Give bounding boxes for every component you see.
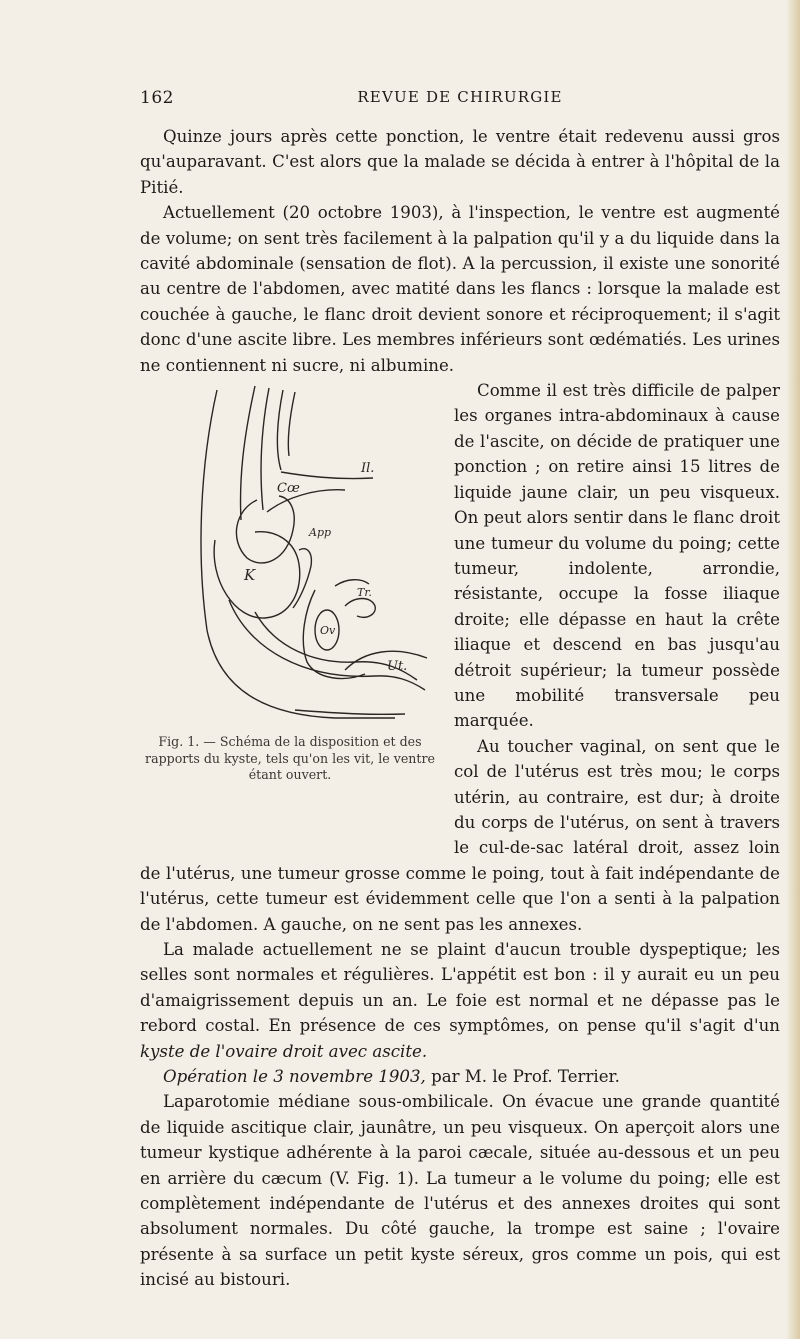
figure-caption: Fig. 1. — Schéma de la disposition et des rapports du kyste, tels qu'on les vit, le ventre étant ouvert. — [145, 734, 435, 783]
label-app: App — [309, 526, 332, 540]
paragraph-6 — [140, 1064, 780, 1089]
paragraph-7: Laparotomie médiane sous-ombilicale. On évacue une grande quantité de liquide ascitique clair, jaunâtre, un peu visqueux. On aperçoit alors une tumeur kystique adhérente à la paroi cæcale, située au-dessous et un peu en arrière du cæcum (V. Fig. 1). La tumeur a le volume du poing; elle est complètement indépendante de l'utérus et des annexes droites qui sont absolument normales. Du côté gauche, la trompe est saine ; l'ovaire présente à sa surface un petit kyste séreux, gros comme un pois, qui est incisé au bistouri. — [140, 1092, 780, 1290]
paragraph-1: Quinze jours après cette ponction, le ventre était redevenu aussi gros qu'auparavant. C'est alors que la malade se décida à entrer à l'hôpital de la Pitié. — [140, 127, 780, 197]
outer-contour — [201, 390, 395, 718]
paragraph-5-text: La malade actuellement ne se plaint d'aucun trouble dyspeptique; les selles sont normales et régulières. L'appétit est bon : il y aurait eu un peu d'amaigrissement depuis un an. Le foie est normal et ne dépasse pas le rebord costal. En présence de ces symptômes, on pense qu'il s'agit d'un — [140, 940, 780, 1036]
uterus-outline — [345, 651, 427, 670]
vessel-line-4 — [288, 392, 295, 456]
running-head: REVUE DE CHIRURGIE — [357, 88, 563, 106]
label-k: K — [244, 566, 256, 585]
tube-coil — [345, 599, 375, 618]
operation-heading: Opération le 3 novembre 1903, — [163, 1067, 426, 1087]
operation-surgeon: par M. le Prof. Terrier. — [425, 1067, 620, 1087]
figure-1 — [140, 380, 440, 834]
label-ut: Ut. — [387, 659, 408, 675]
vessel-line-2 — [261, 388, 269, 510]
appendix-line — [293, 549, 311, 608]
label-tr: Tr. — [357, 586, 372, 600]
label-coe: Cœ — [277, 481, 300, 497]
paragraph-2-text: Actuellement (20 octobre 1903), à l'inspection, le ventre est augmenté de volume; on sent très facilement à la palpation qu'il y a du liquide dans la cavité abdominale (sensation de flot). A la percussion, il existe une sonorité au centre de l'abdomen, avec matité dans les flancs : lorsque la malade est couchée à gauche, le flanc droit devient sonore et réciproquement; il s'agit donc d'une ascite libre. Les membres inférieurs sont œdématiés. Les urines ne contiennent ni sucre, ni albumine. — [140, 203, 780, 375]
vessel-line-3 — [277, 390, 283, 470]
page-edge-shadow — [786, 0, 800, 1339]
paragraph-3: Comme il est très difficile de palper les organes intra-abdominaux à cause de l'ascite, on décide de pratiquer une ponction ; on retire ainsi 15 litres de liquide jaune clair, un peu visqueux. On peut alors sentir dans le flanc droit une tumeur du volume du poing; cette tumeur, indolente, arrondie, résistante, occupe la fosse iliaque droite; elle dépasse en haut la crête iliaque et descend en bas jusqu'au détroit supérieur; la tumeur possède une mobilité transversale peu marquée. — [454, 381, 780, 731]
page-number: 162 — [140, 88, 174, 108]
vessel-line-1 — [241, 386, 255, 520]
label-il: Il. — [361, 461, 375, 477]
paragraph-4: Au toucher vaginal, on sent que le col de l'utérus est très mou; le corps utérin, au contraire, est dur; à droite du corps de l'utérus, on sent à travers le cul-de-sac latéral droit, assez loin de l'utérus, une tumeur grosse comme le poing, tout à fait indépendante de l'utérus, cette tumeur est évidemment celle que l'on a senti à la palpation de l'abdomen. A gauche, on ne sent pas les annexes. — [140, 736, 780, 934]
ileum-line — [281, 472, 373, 479]
cyst-diagram — [195, 380, 435, 732]
kidney-outline — [214, 532, 300, 618]
page-header — [140, 88, 780, 112]
paragraph-2 — [140, 200, 780, 378]
cecum-outline — [236, 496, 294, 563]
article-body — [140, 124, 780, 1293]
paragraph-5 — [140, 937, 780, 1064]
diagnosis-emphasis: kyste de l'ovaire droit avec ascite. — [140, 1041, 428, 1061]
baseline — [295, 710, 405, 714]
label-ov: Ov — [320, 624, 336, 638]
